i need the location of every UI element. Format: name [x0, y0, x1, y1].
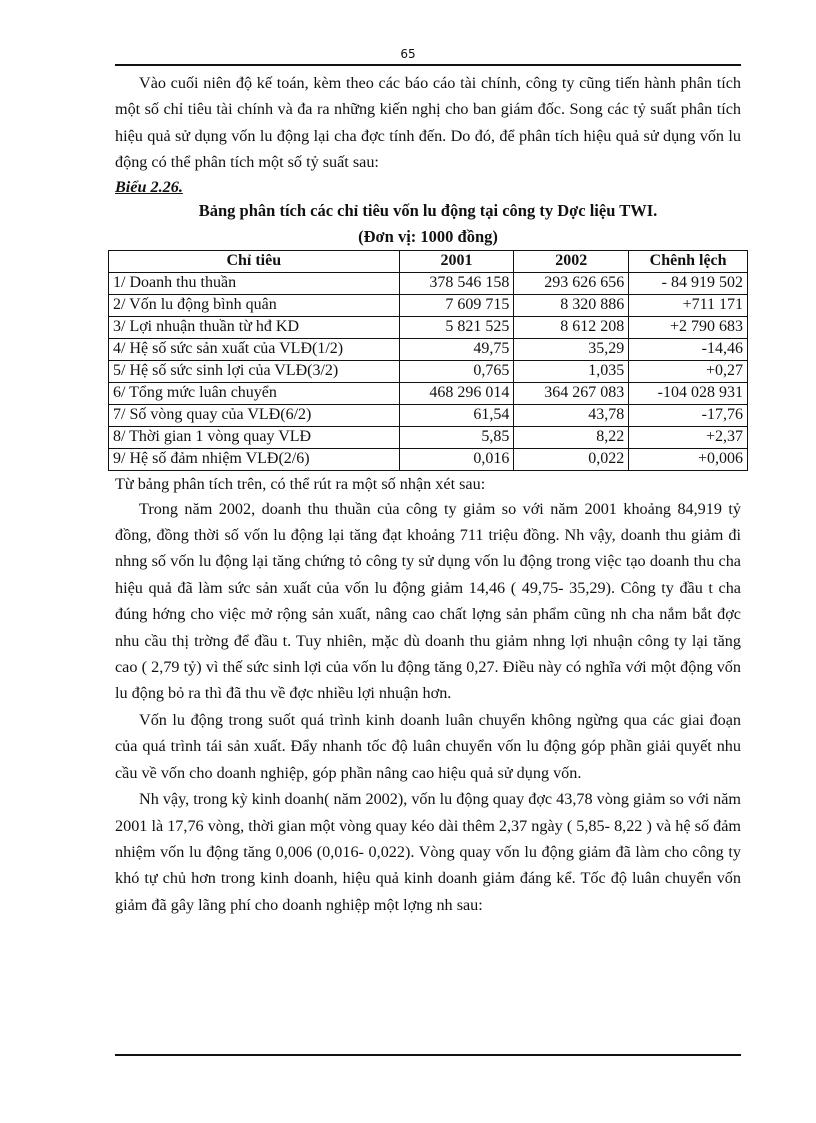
value-2002: 35,29 [514, 338, 629, 360]
value-2001: 5 821 525 [399, 316, 514, 338]
value-2002: 0,022 [514, 448, 629, 470]
figure-label: Biểu 2.26. [115, 177, 183, 196]
table-unit: (Đơn vị: 1000 đồng) [358, 226, 498, 246]
header-difference: Chênh lệch [629, 250, 748, 272]
value-2001: 49,75 [399, 338, 514, 360]
table-row [109, 360, 748, 382]
table-row [109, 316, 748, 338]
value-2001: 0,765 [399, 360, 514, 382]
row-label: 1/ Doanh thu thuần [109, 272, 400, 294]
value-2002: 8 320 886 [514, 294, 629, 316]
value-difference: -14,46 [629, 338, 748, 360]
page-body [115, 70, 741, 918]
paragraph-revenue-analysis: Trong năm 2002, doanh thu thuần của công ty giảm so với năm 2001 khoảng 84,919 tỷ đồng, đồng thời số vốn lu động lại tăng đạt khoảng 711 triệu đồng. Nh vậy, doanh thu giảm đi nhng số vốn lu động lại tăng chứng tỏ công ty sử dụng vốn lu động trong việc tạo doanh thu cha hiệu quả đã làm sức sản xuất của vốn lu động giảm 14,46 ( 49,75- 35,29). Công ty đầu t cha đúng hớng cho việc mở rộng sản xuất, nâng cao chất lợng sản phẩm cũng nh cha nắm bắt đợc nhu cầu thị trờng để đầu t. Tuy nhiên, mặc dù doanh thu giảm nhng lợi nhuận công ty lại tăng cao ( 2,79 tỷ) vì thế sức sinh lợi của vốn lu động tăng 0,27. Điều này có nghĩa với một động vốn lu động bỏ ra thì đã thu về đợc nhiều lợi nhuận hơn. [115, 499, 741, 703]
page-number: 65 [400, 47, 416, 61]
value-2002: 364 267 083 [514, 382, 629, 404]
table-row [109, 426, 748, 448]
row-label: 2/ Vốn lu động bình quân [109, 294, 400, 316]
value-difference: +2,37 [629, 426, 748, 448]
value-difference: +2 790 683 [629, 316, 748, 338]
table-row [109, 272, 748, 294]
paragraph-capital-turnover: Vốn lu động trong suốt quá trình kinh doanh luân chuyển không ngừng qua các giai đoạn của quá trình tái sản xuất. Đẩy nhanh tốc độ luân chuyển vốn lu động góp phần giải quyết nhu cầu về vốn cho doanh nghiệp, góp phần nâng cao hiệu quả sử dụng vốn. [115, 710, 741, 782]
value-2002: 8 612 208 [514, 316, 629, 338]
value-2002: 8,22 [514, 426, 629, 448]
table-header-row [109, 250, 748, 272]
value-2002: 43,78 [514, 404, 629, 426]
header-2001: 2001 [399, 250, 514, 272]
value-difference: +0,006 [629, 448, 748, 470]
row-label: 6/ Tổng mức luân chuyển [109, 382, 400, 404]
table-row [109, 404, 748, 426]
value-2001: 61,54 [399, 404, 514, 426]
table-row [109, 448, 748, 470]
value-difference: -17,76 [629, 404, 748, 426]
value-difference: +711 171 [629, 294, 748, 316]
value-difference: +0,27 [629, 360, 748, 382]
table-title: Bảng phân tích các chỉ tiêu vốn lu động tại công ty Dợc liệu TWI. [198, 200, 658, 220]
value-2001: 468 296 014 [399, 382, 514, 404]
value-2001: 7 609 715 [399, 294, 514, 316]
footer-rule [115, 1054, 741, 1056]
value-2001: 5,85 [399, 426, 514, 448]
value-2002: 1,035 [514, 360, 629, 382]
intro-paragraph: Vào cuối niên độ kế toán, kèm theo các báo cáo tài chính, công ty cũng tiến hành phân tích một số chỉ tiêu tài chính và đa ra những kiến nghị cho ban giám đốc. Song các tỷ suất phân tích hiệu quả sử dụng vốn lu động lại cha đợc tính đến. Do đó, để phân tích hiệu quả sử dụng vốn lu động có thể phân tích một số tỷ suất sau: [115, 74, 741, 172]
header-indicator: Chỉ tiêu [109, 250, 400, 272]
row-label: 4/ Hệ số sức sản xuất của VLĐ(1/2) [109, 338, 400, 360]
row-label: 9/ Hệ số đảm nhiệm VLĐ(2/6) [109, 448, 400, 470]
table-row [109, 294, 748, 316]
value-2001: 378 546 158 [399, 272, 514, 294]
table-remark-intro: Từ bảng phân tích trên, có thể rút ra một số nhận xét sau: [115, 474, 486, 493]
paragraph-turnover-result: Nh vậy, trong kỳ kinh doanh( năm 2002), vốn lu động quay đợc 43,78 vòng giảm so với năm 2001 là 17,76 vòng, thời gian một vòng quay kéo dài thêm 2,37 ngày ( 5,85- 8,22 ) và hệ số đảm nhiệm vốn lu động tăng 0,006 (0,016- 0,022). Vòng quay vốn lu động giảm đã làm cho công ty khó tự chủ hơn trong kinh doanh, hiệu quả kinh doanh giảm đáng kể. Tốc độ luân chuyển vốn giảm đã gây lãng phí cho doanh nghiệp một lợng nh sau: [115, 790, 741, 914]
value-difference: -104 028 931 [629, 382, 748, 404]
value-2002: 293 626 656 [514, 272, 629, 294]
table-row [109, 338, 748, 360]
table-row [109, 382, 748, 404]
header-2002: 2002 [514, 250, 629, 272]
row-label: 8/ Thời gian 1 vòng quay VLĐ [109, 426, 400, 448]
header-rule [115, 64, 741, 66]
value-2001: 0,016 [399, 448, 514, 470]
capital-analysis-table [108, 250, 748, 471]
value-difference: - 84 919 502 [629, 272, 748, 294]
row-label: 3/ Lợi nhuận thuần từ hđ KD [109, 316, 400, 338]
row-label: 7/ Số vòng quay của VLĐ(6/2) [109, 404, 400, 426]
row-label: 5/ Hệ số sức sinh lợi của VLĐ(3/2) [109, 360, 400, 382]
